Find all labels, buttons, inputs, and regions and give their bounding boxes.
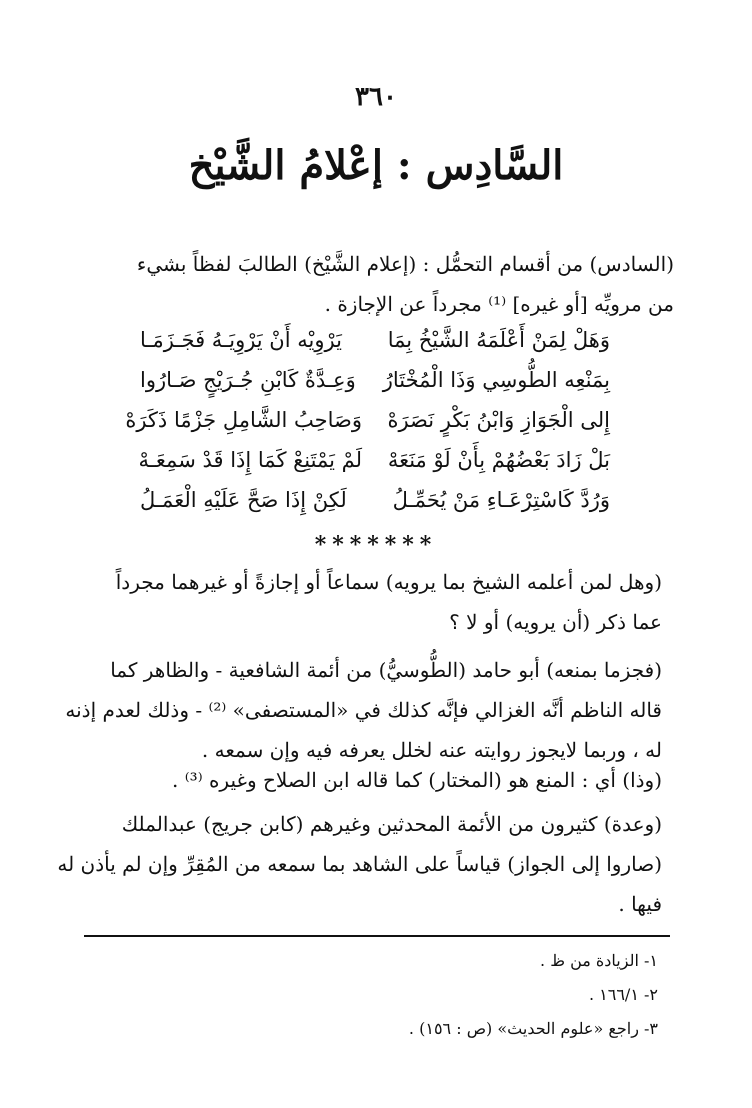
verse-second-hemistich: لَكِنْ إِذَا صَحَّ عَلَيْهِ الْعَمَـلُ	[140, 488, 347, 512]
footnote-divider	[84, 935, 670, 937]
paragraph-line: فيها .	[618, 892, 662, 916]
verse-second-hemistich: وَعِـدَّةٌ كَابْنِ جُـرَيْجٍ صَـارُوا	[140, 368, 356, 392]
paragraph-line: قاله الناظم أنَّه الغزالي فإنَّه كذلك في «المستصفى» ⁽²⁾ - وذلك لعدم إذنه	[65, 698, 662, 722]
verse	[140, 368, 610, 408]
paragraph-line: (وعدة) كثيرون من الأئمة المحدثين وغيرهم (كابن جريج) عبدالملك	[121, 812, 662, 836]
verse-first-hemistich: وَرُدَّ كَاسْتِرْعَـاءِ مَنْ يُحَمِّـلُ	[392, 488, 610, 512]
footnote: ٣- راجع «علوم الحديث» (ص : ١٥٦) .	[408, 1019, 658, 1038]
paragraph-line: له ، وربما لايجوز روايته عنه لخلل يعرفه فيه وإن سمعه .	[201, 738, 662, 762]
verse	[140, 448, 610, 488]
verse-first-hemistich: بَلْ زَادَ بَعْضُهُمْ بِأَنْ لَوْ مَنَعَهْ	[387, 448, 610, 472]
intro-line-2: من مرويِّه [أو غيره] ⁽¹⁾ مجرداً عن الإجازة .	[324, 292, 674, 316]
verse	[140, 328, 610, 368]
commentary-paragraph	[65, 650, 662, 770]
commentary-paragraph	[82, 562, 662, 642]
paragraph-line: (صاروا إلى الجواز) قياساً على الشاهد بما سمعه من المُقِرِّ وإن لم يأذن له	[57, 852, 662, 876]
paragraph-line: (وهل لمن أعلمه الشيخ بما يرويه) سماعاً أو إجازةً أو غيرهما مجرداً	[115, 570, 662, 594]
verse-first-hemistich: وَهَلْ لِمَنْ أَعْلَمَهُ الشَّيْخُ بِمَا	[387, 328, 610, 352]
verse-second-hemistich: وَصَاحِبُ الشَّامِلِ جَزْمًا ذَكَرَهْ	[125, 408, 362, 432]
verse	[140, 488, 610, 528]
commentary-paragraph	[57, 804, 662, 924]
verse	[125, 408, 610, 448]
footnotes	[78, 944, 658, 1046]
verse-first-hemistich: إِلى الْجَوَازِ وَابْنُ بَكْرٍ نَصَرَهْ	[387, 408, 610, 432]
paragraph-line: (وذا) أي : المنع هو (المختار) كما قاله ابن الصلاح وغيره ⁽³⁾ .	[172, 768, 662, 792]
paragraph-line: (فجزما بمنعه) أبو حامد (الطُّوسيُّ) من أئمة الشافعية - والظاهر كما	[110, 658, 662, 682]
page-number: ٣٦٠	[355, 82, 397, 112]
commentary-paragraph	[82, 760, 662, 800]
section-separator: *******	[314, 532, 438, 558]
paragraph-line: عما ذكر (أن يرويه) أو لا ؟	[449, 610, 662, 634]
intro-line-1: (السادس) من أقسام التحمُّل : (إعلام الشَّيْخ) الطالبَ لفظاً بشيء	[136, 252, 674, 276]
verse-second-hemistich: لَمْ يَمْتَنِعْ كَمَا إِذَا قَدْ سَمِعَـهْ	[138, 448, 362, 472]
chapter-title: السَّادِس : إعْلامُ الشَّيْخ	[188, 142, 564, 189]
footnote: ٢- ١٦٦/١ .	[588, 985, 658, 1004]
verse-second-hemistich: يَرْوِيْه أَنْ يَرْوِيَـهُ فَجَـزَمَـا	[140, 328, 342, 352]
footnote: ١- الزيادة من ظ .	[540, 951, 658, 970]
verse-first-hemistich: بِمَنْعِه الطُّوسِي وَذَا الْمُخْتَارُ	[382, 368, 610, 392]
